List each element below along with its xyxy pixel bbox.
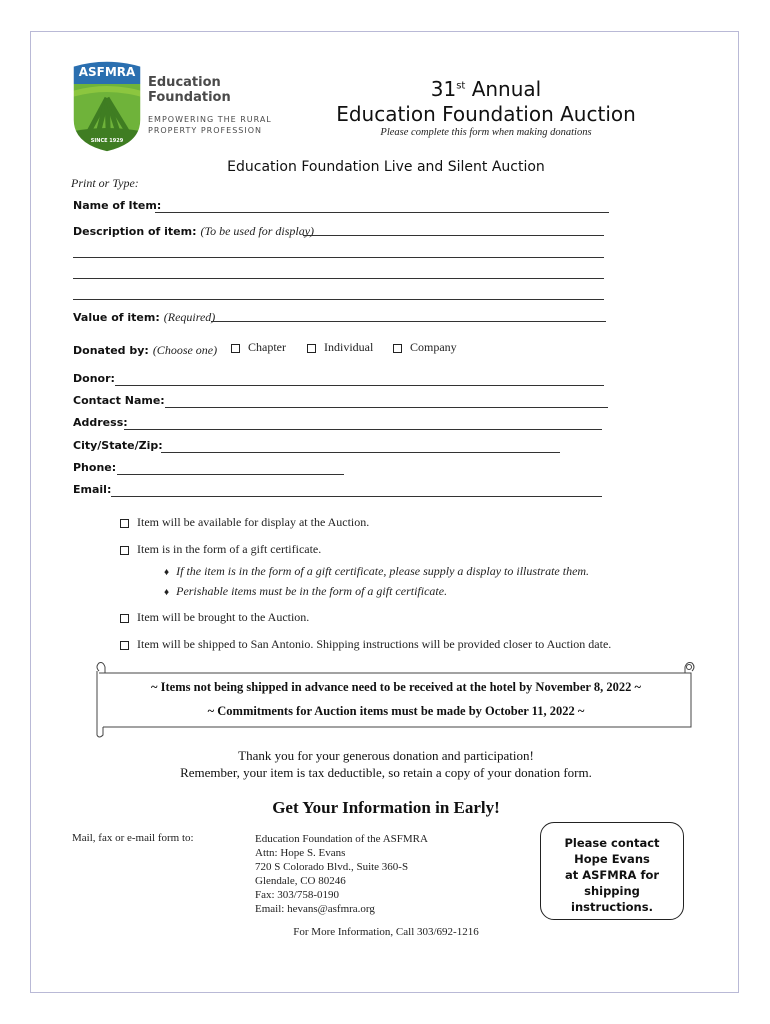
contact-box-line2: Hope Evans xyxy=(574,852,650,866)
gift-certificate-label: Item is in the form of a gift certificate. xyxy=(137,542,322,556)
name-of-item-label: Name of Item: xyxy=(73,199,162,212)
logo-tagline-line2: PROPERTY PROFESSION xyxy=(148,126,262,135)
contact-box-line4: shipping xyxy=(584,884,640,898)
logo-name-line1: Education xyxy=(148,75,221,90)
donated-option-company[interactable] xyxy=(393,340,457,355)
donated-option-individual[interactable] xyxy=(307,340,373,355)
header-suffix: st xyxy=(456,80,466,92)
value-label-row xyxy=(73,308,215,326)
chapter-checkbox[interactable] xyxy=(231,344,240,353)
logo-badge-text: ASFMRA xyxy=(78,65,136,79)
header-annual xyxy=(341,77,631,101)
value-field[interactable] xyxy=(211,321,606,322)
donor-field[interactable] xyxy=(115,385,604,386)
shipped-label: Item will be shipped to San Antonio. Shipping instructions will be provided closer to Auction date. xyxy=(137,637,612,651)
gift-bullet-1-text: If the item is in the form of a gift certificate, please supply a display to illustrate them. xyxy=(176,564,590,578)
description-field-line4[interactable] xyxy=(73,299,604,300)
header-number: 31 xyxy=(430,77,457,101)
header-annual-word: Annual xyxy=(471,77,542,101)
value-label: Value of item: xyxy=(73,311,160,324)
description-field-line3[interactable] xyxy=(73,278,604,279)
city-state-zip-label: City/State/Zip: xyxy=(73,439,163,452)
email-field[interactable] xyxy=(111,496,602,497)
mail-line: 720 S Colorado Blvd., Suite 360-S xyxy=(255,861,409,873)
company-label: Company xyxy=(410,340,457,354)
email-label: Email: xyxy=(73,483,112,496)
display-checkbox[interactable] xyxy=(120,519,129,528)
address-label: Address: xyxy=(73,416,128,429)
shipped-checkbox[interactable] xyxy=(120,641,129,650)
description-note: (To be used for display) xyxy=(200,224,315,238)
description-label-row xyxy=(73,222,314,240)
contact-box-line1: Please contact xyxy=(564,836,660,850)
print-or-type-label: Print or Type: xyxy=(71,176,139,190)
address-field[interactable] xyxy=(124,429,602,430)
footer-info: For More Information, Call 303/692-1216 xyxy=(293,926,479,938)
value-note: (Required) xyxy=(163,310,216,324)
scroll-banner-icon xyxy=(89,659,699,741)
mail-line: Education Foundation of the ASFMRA xyxy=(255,833,428,845)
logo-tagline xyxy=(148,114,272,136)
logo-wordmark xyxy=(148,75,231,105)
option-shipped[interactable] xyxy=(120,637,611,652)
phone-field[interactable] xyxy=(117,474,344,475)
individual-checkbox[interactable] xyxy=(307,344,316,353)
mail-line: Glendale, CO 80246 xyxy=(255,875,346,887)
mail-line: Fax: 303/758-0190 xyxy=(255,889,340,901)
gift-certificate-checkbox[interactable] xyxy=(120,546,129,555)
mail-line: Attn: Hope S. Evans xyxy=(255,847,346,859)
logo-name-line2: Foundation xyxy=(148,90,231,105)
donated-option-chapter[interactable] xyxy=(231,340,286,355)
logo-since-text: SINCE 1929 xyxy=(90,138,124,144)
form-page xyxy=(30,31,739,993)
donor-label: Donor: xyxy=(73,372,115,385)
name-of-item-field[interactable] xyxy=(155,212,609,213)
description-field-line2[interactable] xyxy=(73,257,604,258)
diamond-bullet-icon: ♦ xyxy=(164,567,170,578)
logo-tagline-line1: EMPOWERING THE RURAL xyxy=(148,115,272,124)
city-state-zip-field[interactable] xyxy=(161,452,560,453)
company-checkbox[interactable] xyxy=(393,344,402,353)
donated-by-note: (Choose one) xyxy=(152,343,218,357)
thanks-line-1: Thank you for your generous donation and participation! xyxy=(238,748,534,763)
option-display[interactable] xyxy=(120,515,369,530)
gift-bullet-2-text: Perishable items must be in the form of a gift certificate. xyxy=(176,584,448,598)
individual-label: Individual xyxy=(324,340,374,354)
chapter-label: Chapter xyxy=(248,340,286,354)
page-title: Education Foundation Auction xyxy=(336,102,636,126)
donated-by-row xyxy=(73,341,217,359)
asfmra-logo xyxy=(69,58,145,154)
brought-checkbox[interactable] xyxy=(120,614,129,623)
phone-label: Phone: xyxy=(73,461,117,474)
display-label: Item will be available for display at the Auction. xyxy=(137,515,370,529)
contact-name-field[interactable] xyxy=(165,407,608,408)
mail-line: Email: hevans@asfmra.org xyxy=(255,903,375,915)
diamond-bullet-icon: ♦ xyxy=(164,587,170,598)
gift-bullet-2 xyxy=(164,584,447,599)
contact-name-label: Contact Name: xyxy=(73,394,165,407)
thanks-line-2: Remember, your item is tax deductible, so retain a copy of your donation form. xyxy=(180,765,592,780)
contact-box-line3: at ASFMRA for xyxy=(564,868,660,882)
mail-label: Mail, fax or e-mail form to: xyxy=(72,832,194,844)
description-label: Description of item: xyxy=(73,225,197,238)
scroll-line-2: ~ Commitments for Auction items must be made by October 11, 2022 ~ xyxy=(207,704,585,718)
description-field-line1[interactable] xyxy=(303,235,604,236)
gift-bullet-1 xyxy=(164,564,589,579)
option-brought[interactable] xyxy=(120,610,309,625)
get-info-heading: Get Your Information in Early! xyxy=(272,798,500,817)
mail-address-block xyxy=(255,832,428,916)
contact-box xyxy=(540,822,684,920)
scroll-line-1: ~ Items not being shipped in advance need to be received at the hotel by November 8, 2022 ~ xyxy=(151,680,641,694)
brought-label: Item will be brought to the Auction. xyxy=(137,610,310,624)
contact-box-line5: instructions. xyxy=(571,900,653,914)
donated-by-label: Donated by: xyxy=(73,344,149,357)
section-title: Education Foundation Live and Silent Auction xyxy=(227,159,545,175)
page-subtitle: Please complete this form when making donations xyxy=(380,127,592,138)
option-gift-certificate[interactable] xyxy=(120,542,321,557)
